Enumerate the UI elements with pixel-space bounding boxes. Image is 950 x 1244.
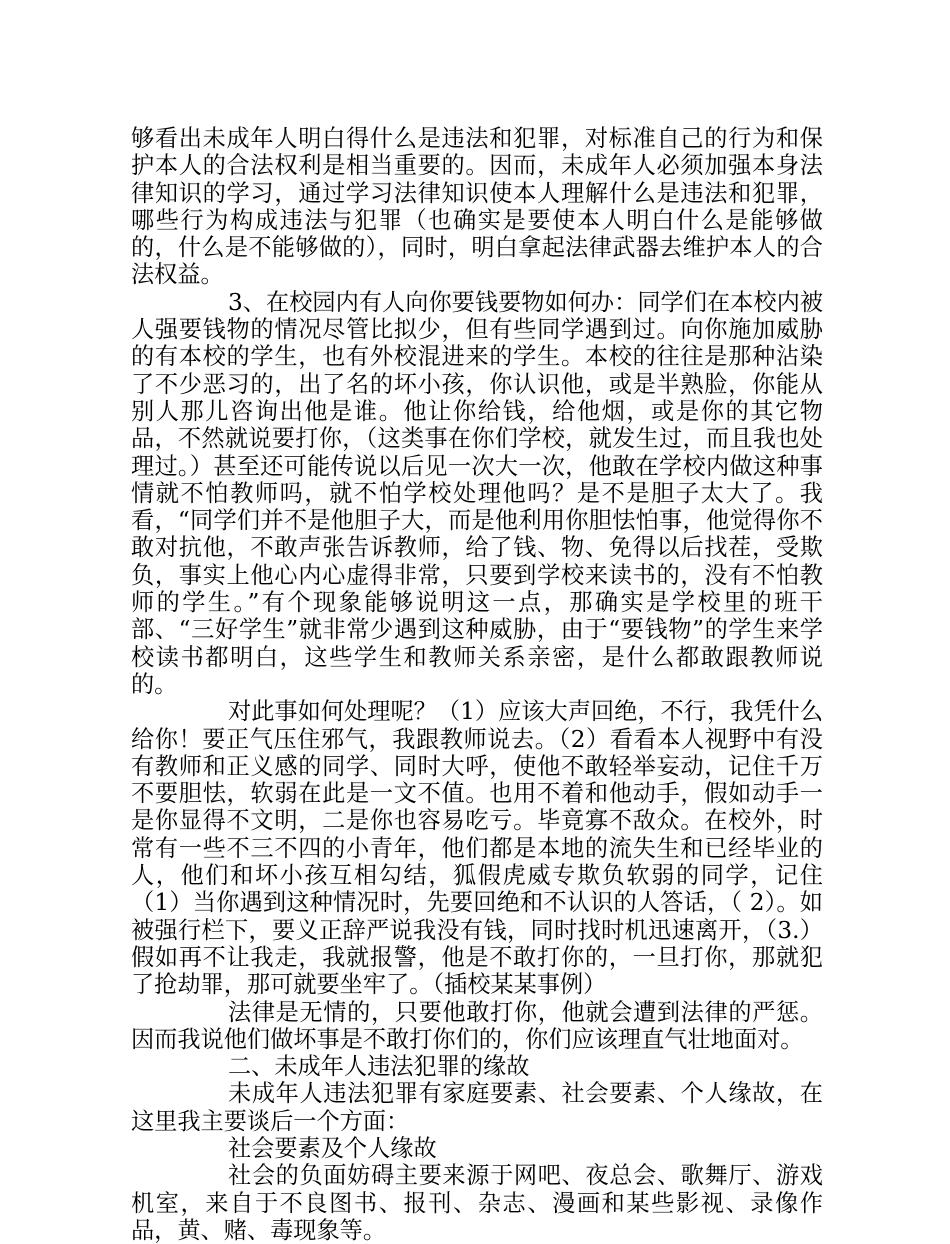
- paragraph-continuation: 够看出未成年人明白得什么是违法和犯罪，对标准自己的行为和保护本人的合法权利是相当重要的。因而，未成年人必须加强本身法律知识的学习，通过学习法律知识使本人理解什么是违法和犯罪，哪些行为构成违法与犯罪（也确实是要使本人明白什么是能够做的，什么是不能够做的），同时，明白拿起法律武器去维护本人的合法权益。: [131, 125, 823, 289]
- document-body: [131, 125, 823, 1244]
- paragraph-social-influence: 社会的负面妨碍主要来源于网吧、夜总会、歌舞厅、游戏机室，来自于不良图书、报刊、杂志、漫画和某些影视、录像作品，黄、赌、毒现象等。: [131, 1162, 823, 1244]
- paragraph-law-is-ruthless: 法律是无情的，只要他敢打你，他就会遭到法律的严惩。因而我说他们做坏事是不敢打你们的，你们应该理直气壮地面对。: [131, 998, 823, 1053]
- section-heading-causes: 二、未成年人违法犯罪的缘故: [228, 1053, 530, 1081]
- subheading-social-personal: 社会要素及个人缘故: [228, 1134, 437, 1162]
- paragraph-campus-extortion: 3、在校园内有人向你要钱要物如何办：同学们在本校内被人强要钱物的情况尽管比拟少，但有些同学遇到过。向你施加威胁的有本校的学生，也有外校混进来的学生。本校的往往是那种沾染了不少恶习的，出了名的坏小孩，你认识他，或是半熟脸，你能从别人那儿咨询出他是谁。他让你给钱，给他烟，或是你的其它物品，不然就说要打你，（这类事在你们学校，就发生过，而且我也处理过。）甚至还可能传说以后见一次大一次，他敢在学校内做这种事情就不怕教师吗，就不怕学校处理他吗？是不是胆子太大了。我看，“同学们并不是他胆子大，而是他利用你胆怯怕事，他觉得你不敢对抗他，不敢声张告诉教师，给了钱、物、免得以后找茬，受欺负，事实上他心内心虚得非常，只要到学校来读书的，没有不怕教师的学生。”有个现象能够说明这一点，那确实是学校里的班干部、“三好学生”就非常少遇到这种威胁，由于“要钱物”的学生来学校读书都明白，这些学生和教师关系亲密，是什么都敢跟教师说的。: [131, 288, 823, 698]
- paragraph-causes-intro: 未成年人违法犯罪有家庭要素、社会要素、个人缘故，在这里我主要谈后一个方面：: [131, 1080, 823, 1135]
- paragraph-how-to-handle: 对此事如何处理呢？（1）应该大声回绝，不行，我凭什么给你！要正气压住邪气，我跟教师说去。（2）看看本人视野中有没有教师和正义感的同学、同时大呼，使他不敢轻举妄动，记住千万不要胆怯，软弱在此是一文不值。也用不着和他动手，假如动手一是你显得不文明，二是你也容易吃亏。毕竟寡不敌众。在校外，时常有一些不三不四的小青年，他们都是本地的流失生和已经毕业的人，他们和坏小孩互相勾结，狐假虎威专欺负软弱的同学，记住（1）当你遇到这种情况时，先要回绝和不认识的人答话，（ 2）。如被强行栏下，要义正辞严说我没有钱，同时找时机迅速离开，（3.）假如再不让我走，我就报警，他是不敢打你的，一旦打你，那就犯了抢劫罪，那可就要坐牢了。（插校某某事例）: [131, 698, 823, 999]
